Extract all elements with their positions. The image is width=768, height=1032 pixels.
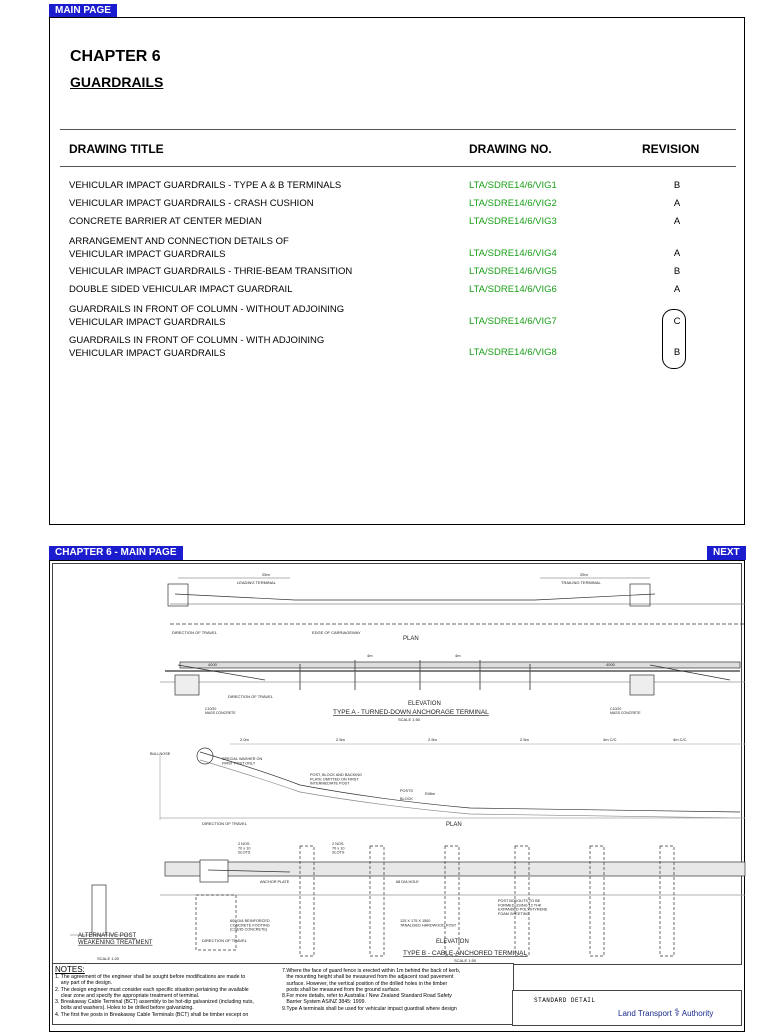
column-header-revision: REVISION	[642, 142, 700, 156]
chapter-subject: GUARDRAILS	[70, 74, 164, 90]
main-page-tab[interactable]: MAIN PAGE	[49, 4, 117, 18]
drawing-title: VEHICULAR IMPACT GUARDRAILS - THRIE-BEAM TRANSITION	[69, 266, 353, 277]
drawing-number-link[interactable]: LTA/SDRE14/6/VIG3	[469, 216, 557, 227]
dim-4m-a: 4m	[367, 653, 373, 658]
bullnose-label: BULLNOSE	[150, 752, 171, 756]
drawing-number-link[interactable]: LTA/SDRE14/6/VIG7	[469, 316, 557, 327]
leading-terminal-label: LEADING TERMINAL	[237, 580, 276, 585]
column-header-number: DRAWING NO.	[469, 142, 552, 156]
trailing-terminal-label: TRAILING TERMINAL	[561, 580, 601, 585]
direction-of-travel-b: DIRECTION OF TRAVEL	[228, 694, 273, 699]
dim-4000-right: 4000	[606, 662, 615, 667]
drawing-number-link[interactable]: LTA/SDRE14/6/VIG5	[469, 266, 557, 277]
drawing-title: CONCRETE BARRIER AT CENTER MEDIAN	[69, 216, 262, 227]
direction-of-travel-a: DIRECTION OF TRAVEL	[172, 630, 217, 635]
note-line: the mounting height shall be measured from the adjacent road pavement	[282, 974, 454, 981]
revision-code: A	[673, 216, 681, 227]
standard-detail-label: STANDARD DETAIL	[534, 997, 596, 1004]
note-line: any part of the design.	[55, 980, 113, 987]
dim-25m-left: 25m	[262, 572, 270, 577]
drawing-title: VEHICULAR IMPACT GUARDRAILS - TYPE A & B TERMINALS	[69, 180, 342, 191]
chapter-heading: CHAPTER 6	[70, 48, 161, 65]
plan-label-b: PLAN	[446, 822, 462, 828]
slots-label-a: 2 NOS. 70 x 10 SLOTS	[238, 842, 251, 855]
note-line: 8.For more details, refer to Australia / New Zealand Standard Road Safety	[282, 993, 452, 1000]
note-line: posts shall be measured from the ground surface.	[282, 986, 401, 993]
note-line: clear zone and specify the appropriate treatment of terminal.	[55, 992, 200, 999]
note-line: Barrier System AS/NZ 3845: 1999.	[282, 999, 366, 1006]
dim-4m-b: 4m	[455, 653, 461, 658]
chapter-main-page-tab[interactable]: CHAPTER 6 - MAIN PAGE	[49, 546, 183, 560]
post-block-note: POST, BLOCK AND BACKING PLATE OMITTED ON FIRST INTERMEDIATE POST	[310, 773, 362, 786]
authority-logo-icon: ⚕	[674, 1007, 680, 1019]
dim-25m-right: 25m	[580, 572, 588, 577]
revision-code: B	[673, 180, 681, 191]
dim-25-c: 2.5m	[520, 737, 529, 742]
drawing-title: GUARDRAILS IN FRONT OF COLUMN - WITHOUT ADJOINING VEHICULAR IMPACT GUARDRAILS	[69, 304, 345, 328]
elevation-label-a: ELEVATION	[408, 701, 441, 707]
alt-post-scale: SCALE 1:20	[97, 956, 120, 961]
notes-column-2	[282, 968, 510, 1012]
type-a-title: TYPE A - TURNED-DOWN ANCHORAGE TERMINAL	[333, 709, 489, 716]
dim-4m-cc-a: 4m C/C	[603, 737, 617, 742]
edge-of-carriageway-label: EDGE OF CARRIAGEWAY	[312, 630, 361, 635]
type-b-scale: SCALE 1:50	[454, 958, 477, 963]
authority-logo-text: Land Transport ⚕ Authority	[618, 1007, 714, 1019]
drawing-number-link[interactable]: LTA/SDRE14/6/VIG1	[469, 180, 557, 191]
revision-code: A	[673, 198, 681, 209]
anchor-plate-label: ANCHOR PLATE	[260, 880, 290, 884]
revision-code: B	[673, 266, 681, 277]
note-line: 9.Type A terminals shall be used for vehicular impact guardrail where design	[282, 1005, 457, 1012]
revision-code: A	[673, 248, 681, 259]
post-boxouts-note: POST BOXOUTS TO BE FORMED USING 12 THK EXPANDED POLYSTYRENE FOAM SHEETING	[498, 899, 548, 917]
mass-concrete-right: C10/20 MASS CONCRETE	[610, 707, 641, 716]
column-header-title: DRAWING TITLE	[69, 142, 164, 156]
concrete-footing-note: 600 DIA REINFORCED CONCRETE FOOTING (C28/35 CONCRETE)	[230, 919, 270, 932]
block-label: BLOCK	[400, 797, 413, 801]
dim-25-a: 2.5m	[336, 737, 345, 742]
drawing-title: VEHICULAR IMPACT GUARDRAILS - CRASH CUSHION	[69, 198, 314, 209]
direction-of-travel-d: DIRECTION OF TRAVEL	[202, 938, 247, 943]
direction-of-travel-c: DIRECTION OF TRAVEL	[202, 821, 247, 826]
note-line: 1. The agreement of the engineer shall be sought before modifications are made to	[55, 974, 246, 980]
revision-code: C	[673, 316, 681, 327]
drawing-title: GUARDRAILS IN FRONT OF COLUMN - WITH ADJOINING VEHICULAR IMPACT GUARDRAILS	[69, 335, 325, 359]
notes-title: NOTES:	[55, 965, 85, 974]
dim-25-b: 2.5m	[428, 737, 437, 742]
treated-post-note: 125 X 175 X 1500 TANALISED HARDWOOD POST	[400, 919, 457, 928]
elevation-label-b: ELEVATION	[436, 939, 469, 945]
dim-4m-cc-b: 4m C/C	[673, 737, 687, 742]
note-line: 2. The design engineer must consider each specific situation pertaining the available	[55, 986, 249, 993]
drawing-number-link[interactable]: LTA/SDRE14/6/VIG8	[469, 347, 557, 358]
drawing-title: ARRANGEMENT AND CONNECTION DETAILS OF VEHICULAR IMPACT GUARDRAILS	[69, 236, 289, 260]
revision-code: A	[673, 284, 681, 295]
note-line: bolts and washers). Holes to be drilled before galvanizing.	[55, 1005, 194, 1012]
posts-label: POSTS	[400, 789, 413, 793]
radius-label: R46m	[425, 792, 436, 796]
dim-4000-left: 4000	[208, 662, 217, 667]
note-line: 4. The first five posts in Breakaway Cable Terminals (BCT) shall be timber except on	[55, 1011, 249, 1018]
alt-post-title: ALTERNATIVE POST WEAKENING TREATMENT	[78, 933, 153, 946]
drawing-title: DOUBLE SIDED VEHICULAR IMPACT GUARDRAIL	[69, 284, 293, 295]
type-b-title: TYPE B - CABLE-ANCHORED TERMINAL	[403, 950, 528, 957]
slots-label-b: 2 NOS. 70 x 10 SLOTS	[332, 842, 345, 855]
notes-column-1	[55, 974, 280, 1018]
drawing-number-link[interactable]: LTA/SDRE14/6/VIG6	[469, 284, 557, 295]
plan-label-a: PLAN	[403, 636, 419, 642]
drawing-number-link[interactable]: LTA/SDRE14/6/VIG2	[469, 198, 557, 209]
mass-concrete-left: C10/20 MASS CONCRETE	[205, 707, 236, 716]
note-line: 7.Where the face of guard fence is erected within 1m behind the back of kerb,	[282, 968, 461, 974]
type-a-scale: SCALE 1:50	[398, 717, 421, 722]
note-line: surface. However, the vertical position of the drilled holes in the timber	[282, 980, 448, 987]
dim-20-label: 2.0m	[240, 737, 249, 742]
revision-code: B	[673, 347, 681, 358]
note-line: 3. Breakaway Cable Terminal (BCT) assembly to be hot-dip galvanized (including nuts,	[55, 999, 254, 1006]
next-tab[interactable]: NEXT	[707, 546, 746, 560]
dia-hole-label: 68 DIA HOLE	[396, 880, 419, 884]
special-washer-note: SPECIAL WASHER ON FIRST POST ONLY	[222, 757, 263, 766]
drawing-number-link[interactable]: LTA/SDRE14/6/VIG4	[469, 248, 557, 259]
